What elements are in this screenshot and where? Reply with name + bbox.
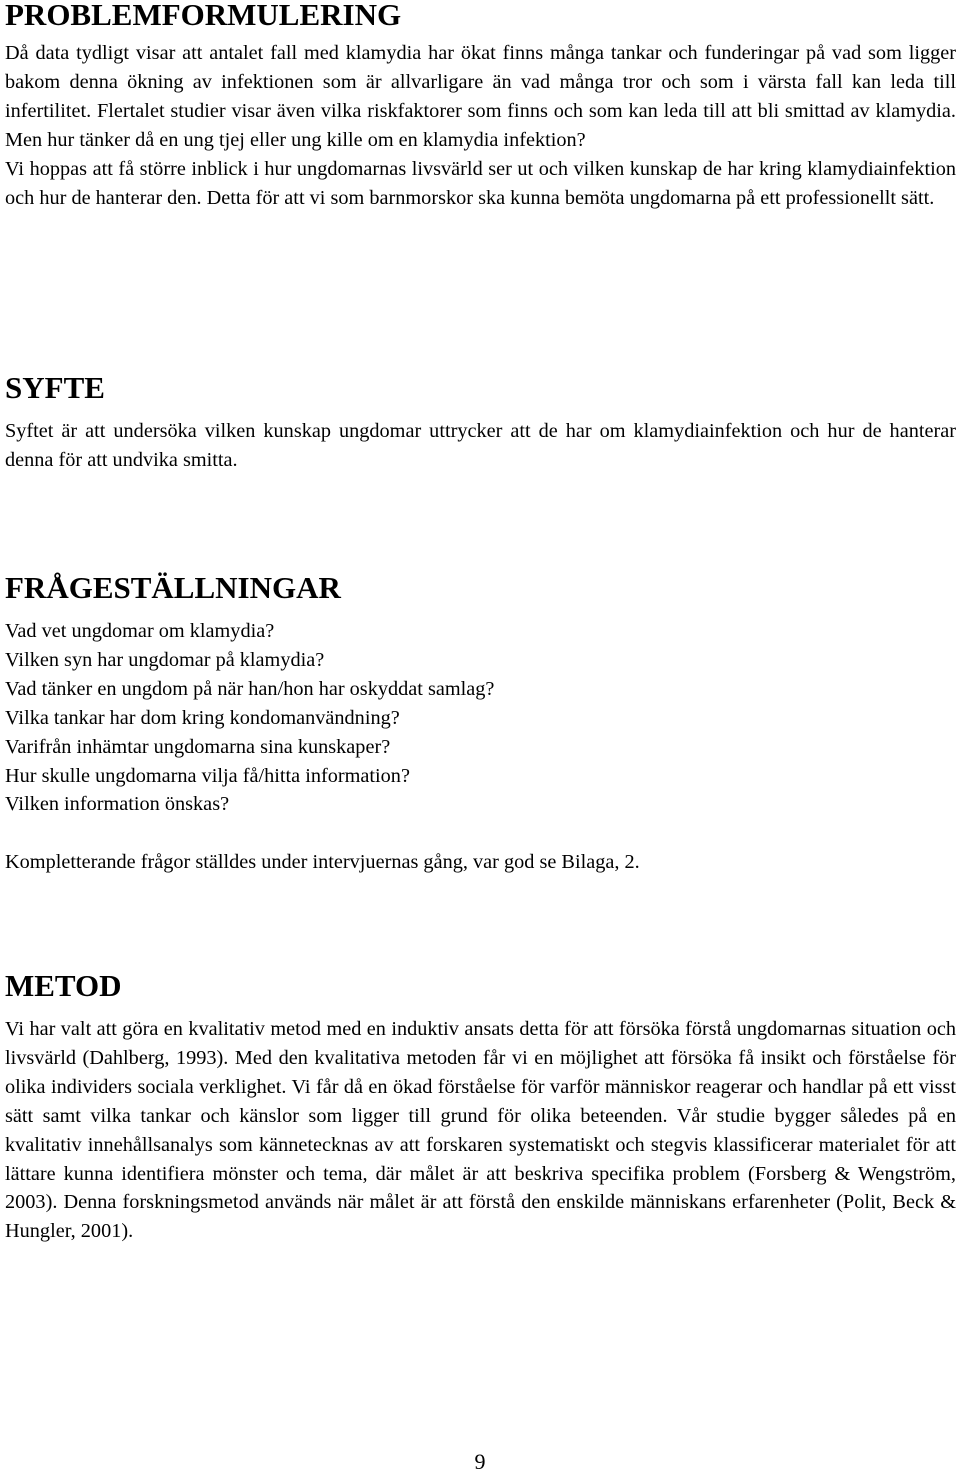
metod-heading: METOD	[5, 968, 122, 1003]
metod-text: Vi har valt att göra en kvalitativ metod med en induktiv ansats detta för att försöka förstå ungdomarnas situation och livsvärld (Dahlberg, 1993). Med den kvalitativa metoden får vi en möjlighet att försöka få insikt och förståelse för olika individers sociala verklighet. Vi får då en ökad förståelse för varför människor reagerar och handlar på ett visst sätt samt vilka tankar och känslor som ligger till grund för olika beteenden. Vår studie bygger således på en kvalitativ innehållsanalys som kännetecknas av att forskaren systematiskt och stegvis klassificerar materialet för att lättare kunna identifiera mönster och tema, där målet är att beskriva specifika problem (Forsberg & Wengström, 2003). Denna forskningsmetod används när målet är att förstå den enskilde människans erfarenheter (Polit, Beck & Hungler, 2001).	[5, 1018, 956, 1243]
question-item: Vilka tankar har dom kring kondomanvändning?	[5, 706, 400, 729]
problem-paragraph-1: Då data tydligt visar att antalet fall med klamydia har ökat finns många tankar och funderingar på vad som ligger bakom denna ökning av infektionen som är allvarligare än vad många tror och som i värsta fall kan leda till infertilitet. Flertalet studier visar även vilka riskfaktorer som finns och som kan leda till att bli smittad av klamydia. Men hur tänker då en ung tjej eller ung kille om en klamydia infektion?	[5, 42, 956, 151]
question-item: Hur skulle ungdomarna vilja få/hitta information?	[5, 764, 410, 787]
problem-heading: PROBLEMFORMULERING	[5, 0, 402, 32]
question-list	[5, 617, 640, 819]
question-item: Vad tänker en ungdom på när han/hon har oskyddat samlag?	[5, 677, 495, 700]
metod-section	[5, 968, 956, 1246]
problem-section	[5, 0, 956, 212]
fragestallningar-section	[5, 570, 640, 877]
syfte-text: Syftet är att undersöka vilken kunskap ungdomar uttrycker att de har om klamydiainfektion och hur de hanterar denna för att undvika smitta.	[5, 420, 956, 471]
syfte-heading: SYFTE	[5, 370, 105, 405]
page-number: 9	[474, 1449, 486, 1474]
supplement-note: Kompletterande frågor ställdes under intervjuernas gång, var god se Bilaga, 2.	[5, 851, 640, 874]
question-item: Vad vet ungdomar om klamydia?	[5, 620, 275, 642]
question-item: Varifrån inhämtar ungdomarna sina kunskaper?	[5, 735, 391, 758]
question-item: Vilken information önskas?	[5, 793, 230, 816]
syfte-section	[5, 370, 956, 475]
fragestallningar-heading: FRÅGESTÄLLNINGAR	[5, 570, 341, 605]
problem-paragraph-2: Vi hoppas att få större inblick i hur ungdomarnas livsvärld ser ut och vilken kunskap de har kring klamydiainfektion och hur de hanterar den. Detta för att vi som barnmorskor ska kunna bemöta ungdomarna på ett professionellt sätt.	[5, 157, 956, 209]
question-item: Vilken syn har ungdomar på klamydia?	[5, 648, 325, 671]
